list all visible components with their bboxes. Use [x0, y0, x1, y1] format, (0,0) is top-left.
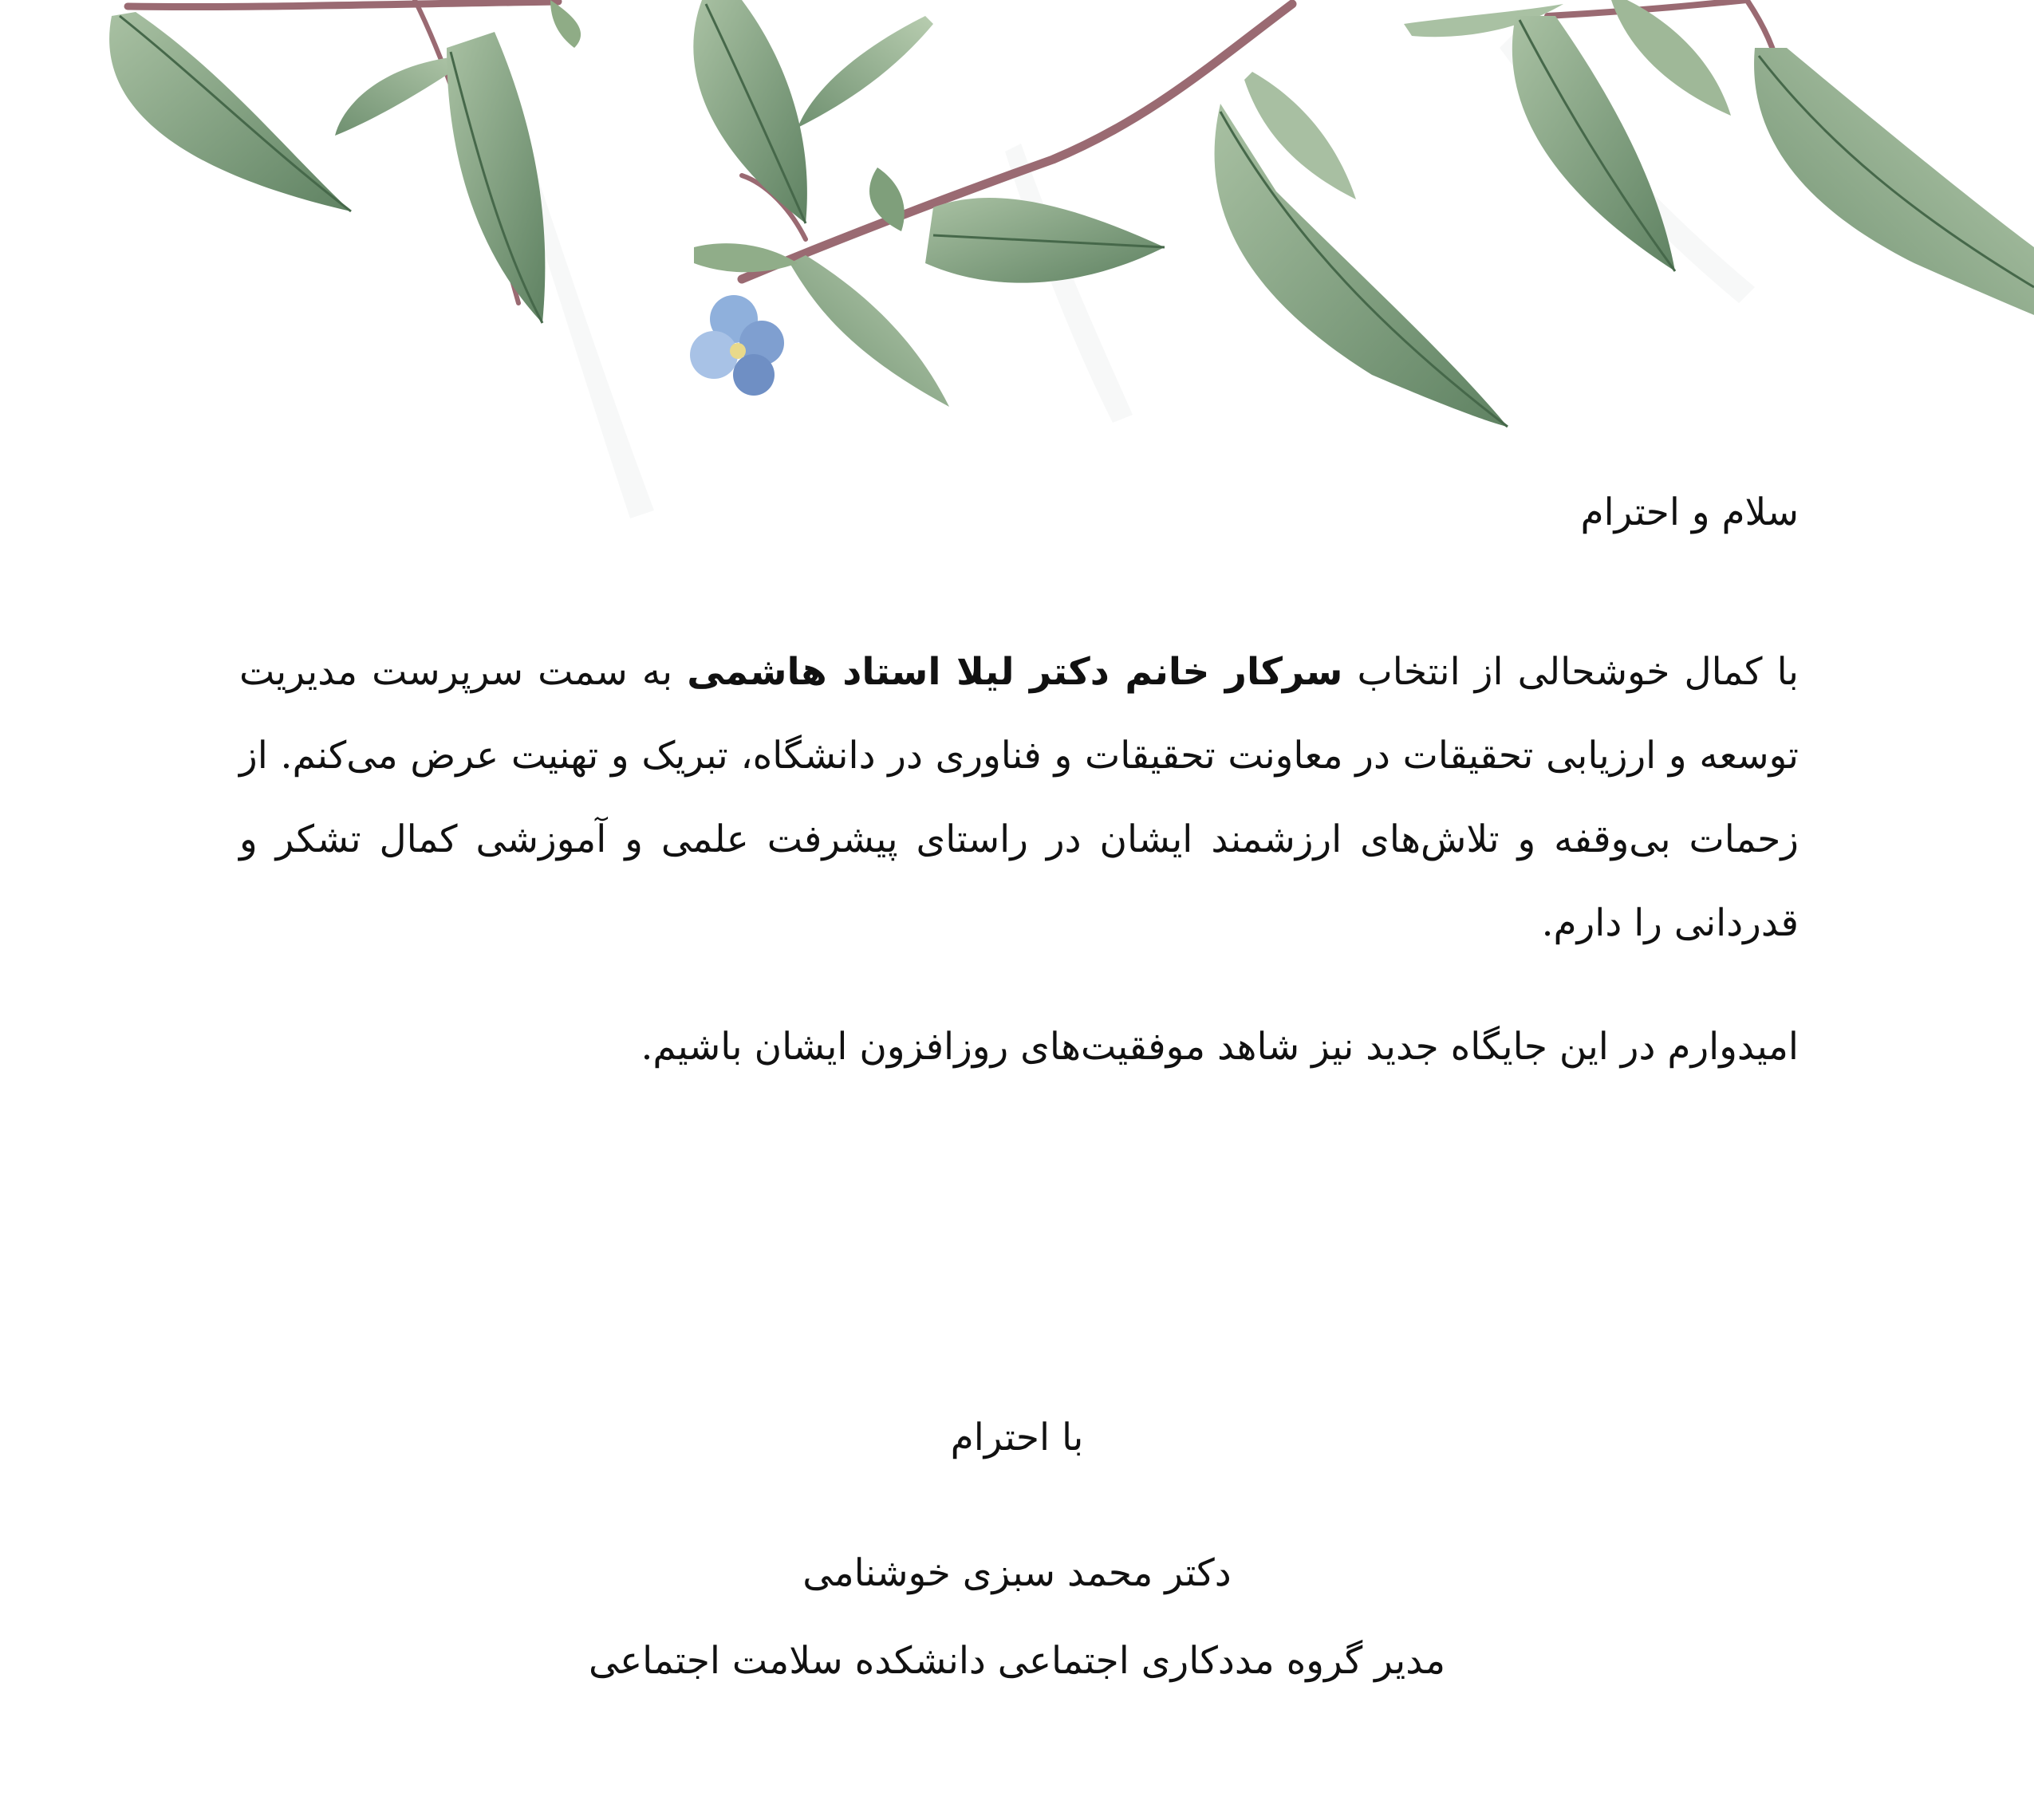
closing-salutation: با احترام	[950, 1416, 1084, 1460]
greeting: سلام و احترام	[1580, 490, 1799, 534]
signer-title: مدیر گروه مددکاری اجتماعی دانشکده سلامت اجتماعی	[588, 1639, 1446, 1683]
letter-body	[239, 630, 1799, 965]
honoree-name: سرکار خانم دکتر لیلا استاد هاشمی	[687, 650, 1343, 694]
leaf-branch-decoration	[0, 0, 2034, 574]
body-after-name: به سمت سرپرست مدیریت توسعه و ارزیابی تحقیقات در معاونت تحقیقات و فناوری در دانشگاه، تبریک و تهنیت عرض می‌کنم. از زحمات بی‌وقفه و تلاش‌های ارزشمند ایشان در راستای پیشرفت علمی و آموزشی کمال تشکر و قدردانی را دارم.	[239, 650, 1799, 945]
closing-wish: امیدوارم در این جایگاه جدید نیز شاهد موفقیت‌های روزافزون ایشان باشیم.	[641, 1025, 1799, 1069]
body-before-name: با کمال خوشحالی از انتخاب	[1342, 650, 1799, 694]
signer-name: دکتر محمد سبزی خوشنامی	[802, 1551, 1232, 1595]
blue-flower-icon	[690, 295, 784, 396]
